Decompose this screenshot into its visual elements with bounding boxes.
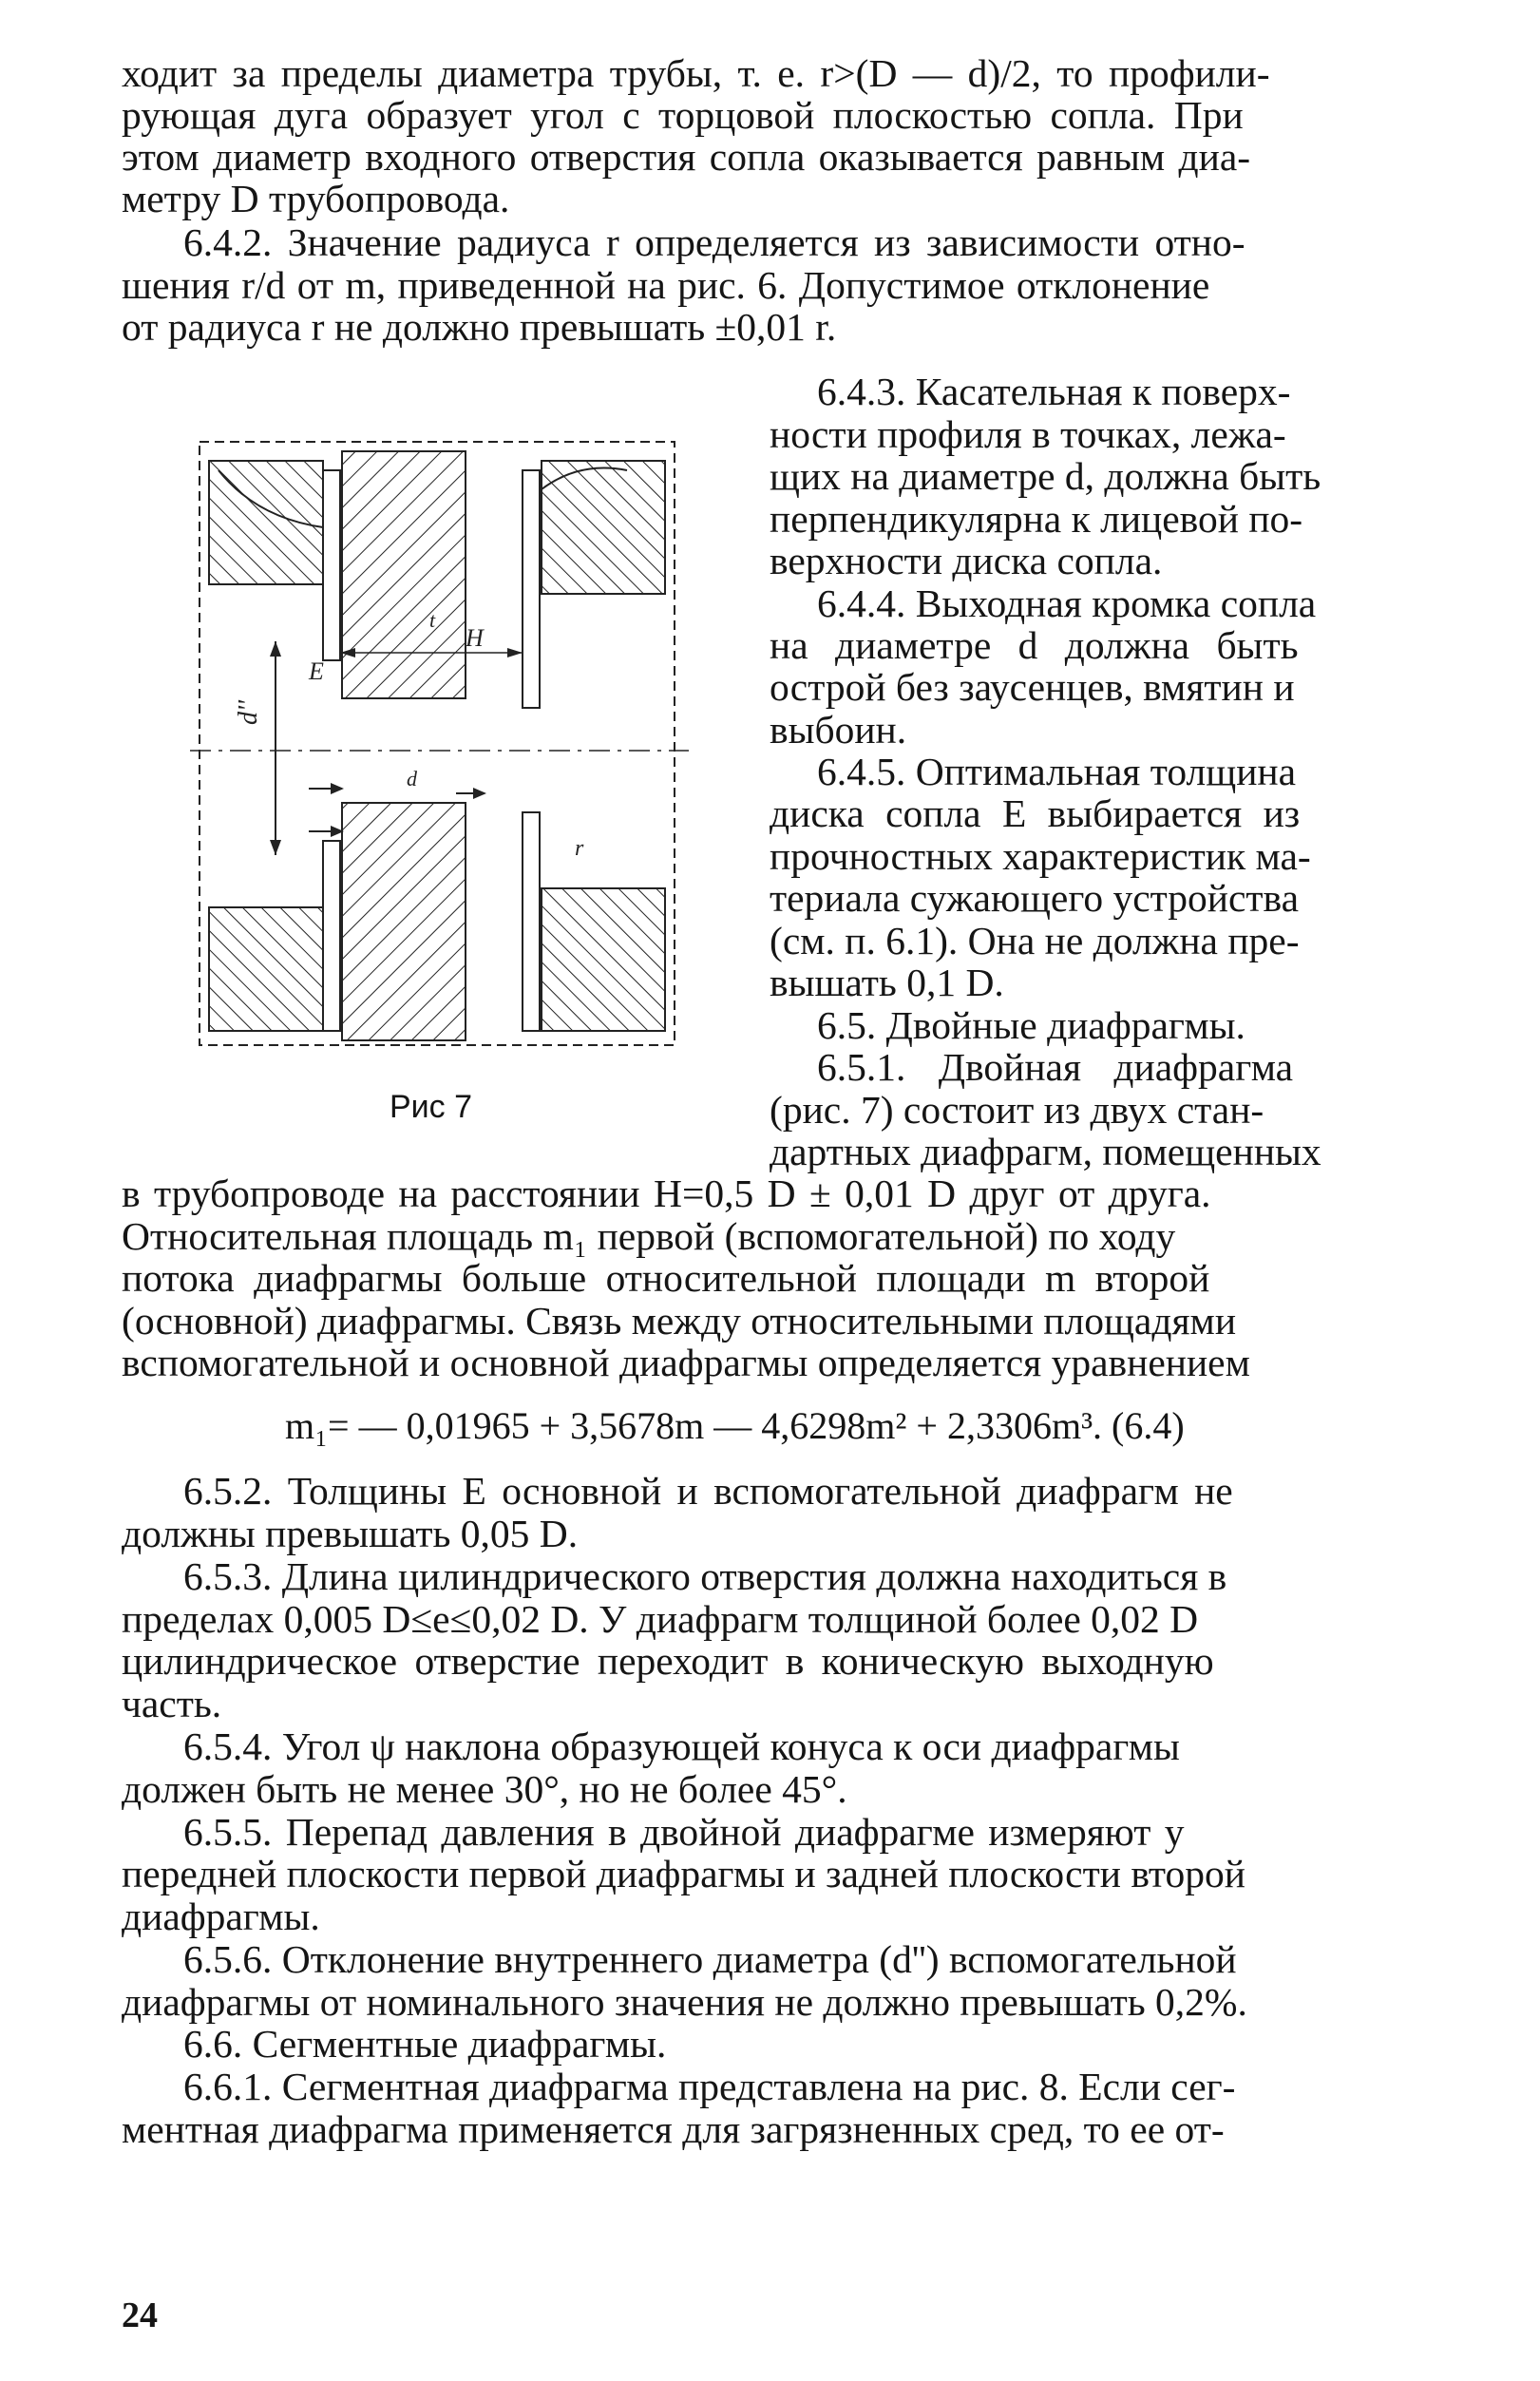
double-orifice-drawing [181, 432, 694, 1055]
text-line: диска сопла E выбирается из [770, 791, 1301, 835]
text-line: 6.5.1. Двойная диафрагма [817, 1045, 1294, 1089]
text-line: в трубопроводе на расстоянии H=0,5 D ± 0,01 D друг от друга. [122, 1171, 1211, 1215]
text-line: 6.5. Двойные диафрагмы. [817, 1003, 1245, 1047]
label-h: H [466, 624, 484, 652]
text-line: пределах 0,005 D≤e≤0,02 D. У диафрагм толщиной более 0,02 D [122, 1597, 1199, 1641]
text-line: должны превышать 0,05 D. [122, 1512, 579, 1555]
text-line: прочностных характеристик ма- [770, 834, 1311, 878]
label-e: E [309, 657, 324, 685]
text-line: метру D трубопровода. [122, 177, 510, 220]
text-line: перпендикулярна к лицевой по- [770, 497, 1303, 541]
text-line: ментная диафрагма применяется для загрязненных сред, то ее от- [122, 2107, 1225, 2151]
text-line: от радиуса r не должно превышать ±0,01 r. [122, 305, 837, 349]
text-line: передней плоскости первой диафрагмы и задней плоскости второй [122, 1852, 1245, 1895]
label-t: t [429, 608, 436, 632]
text-line: цилиндрическое отверстие переходит в коническую выходную [122, 1639, 1214, 1683]
text-line: (рис. 7) состоит из двух стан- [770, 1088, 1264, 1132]
label-d: d [407, 767, 417, 790]
text-line: 6.5.5. Перепад давления в двойной диафрагме измеряют у [183, 1810, 1185, 1854]
text-line: острой без заусенцев, вмятин и [770, 665, 1295, 709]
text-line: (основной) диафрагмы. Связь между относительными площадями [122, 1299, 1237, 1343]
text-line: териала сужающего устройства [770, 876, 1300, 920]
text-line: шения r/d от m, приведенной на рис. 6. Допустимое отклонение [122, 263, 1210, 307]
text-line: дартных диафрагм, помещенных [770, 1130, 1321, 1173]
text-line: щих на диаметре d, должна быть [770, 454, 1321, 498]
text-line: (см. п. 6.1). Она не должна пре- [770, 919, 1300, 962]
text-line: выбоин. [770, 708, 907, 752]
label-r: r [575, 836, 584, 861]
equation-6-4: m₁= — 0,01965 + 3,5678m — 4,6298m² + 2,3306m³. (6.4) [285, 1404, 1185, 1447]
text-line: этом диаметр входного отверстия сопла оказывается равным диа- [122, 135, 1251, 179]
text-line: ходит за пределы диаметра трубы, т. е. r>(D — d)/2, то профили- [122, 51, 1270, 95]
text-line: часть. [122, 1682, 222, 1725]
text-line: верхности диска сопла. [770, 539, 1163, 582]
text-line: 6.5.3. Длина цилиндрического отверстия должна находиться в [183, 1554, 1227, 1598]
text-line: 6.4.2. Значение радиуса r определяется из зависимости отно- [183, 220, 1245, 264]
label-d-double-prime: d'' [234, 700, 263, 725]
text-line: 6.4.5. Оптимальная толщина [817, 750, 1297, 793]
text-line: на диаметре d должна быть [770, 623, 1299, 667]
text-line: 6.5.4. Угол ψ наклона образующей конуса к оси диафрагмы [183, 1724, 1180, 1768]
text-line: диафрагмы. [122, 1895, 320, 1938]
text-line: ности профиля в точках, лежа- [770, 412, 1286, 456]
page-number: 24 [122, 2295, 158, 2335]
text-line: потока диафрагмы больше относительной площади m второй [122, 1256, 1210, 1300]
text-line: 6.5.2. Толщины E основной и вспомогательной диафрагм не [183, 1469, 1233, 1513]
text-line: 6.6.1. Сегментная диафрагма представлена на рис. 8. Если сег- [183, 2065, 1236, 2108]
text-line: вышать 0,1 D. [770, 961, 1004, 1004]
text-line: рующая дуга образует угол с торцовой плоскостью сопла. При [122, 93, 1244, 137]
text-line: 6.6. Сегментные диафрагмы. [183, 2022, 667, 2066]
text-line: 6.4.4. Выходная кромка сопла [817, 581, 1317, 625]
text-line: 6.5.6. Отклонение внутреннего диаметра (d'') вспомогательной [183, 1937, 1237, 1981]
text-line: должен быть не менее 30°, но не более 45°. [122, 1767, 847, 1811]
text-line: диафрагмы от номинального значения не должно превышать 0,2%. [122, 1980, 1247, 2024]
figure-caption: Рис 7 [390, 1089, 473, 1125]
text-line: вспомогательной и основной диафрагмы определяется уравнением [122, 1341, 1250, 1384]
text-line: Относительная площадь m₁ первой (вспомогательной) по ходу [122, 1214, 1176, 1258]
text-line: 6.4.3. Касательная к поверх- [817, 370, 1291, 413]
